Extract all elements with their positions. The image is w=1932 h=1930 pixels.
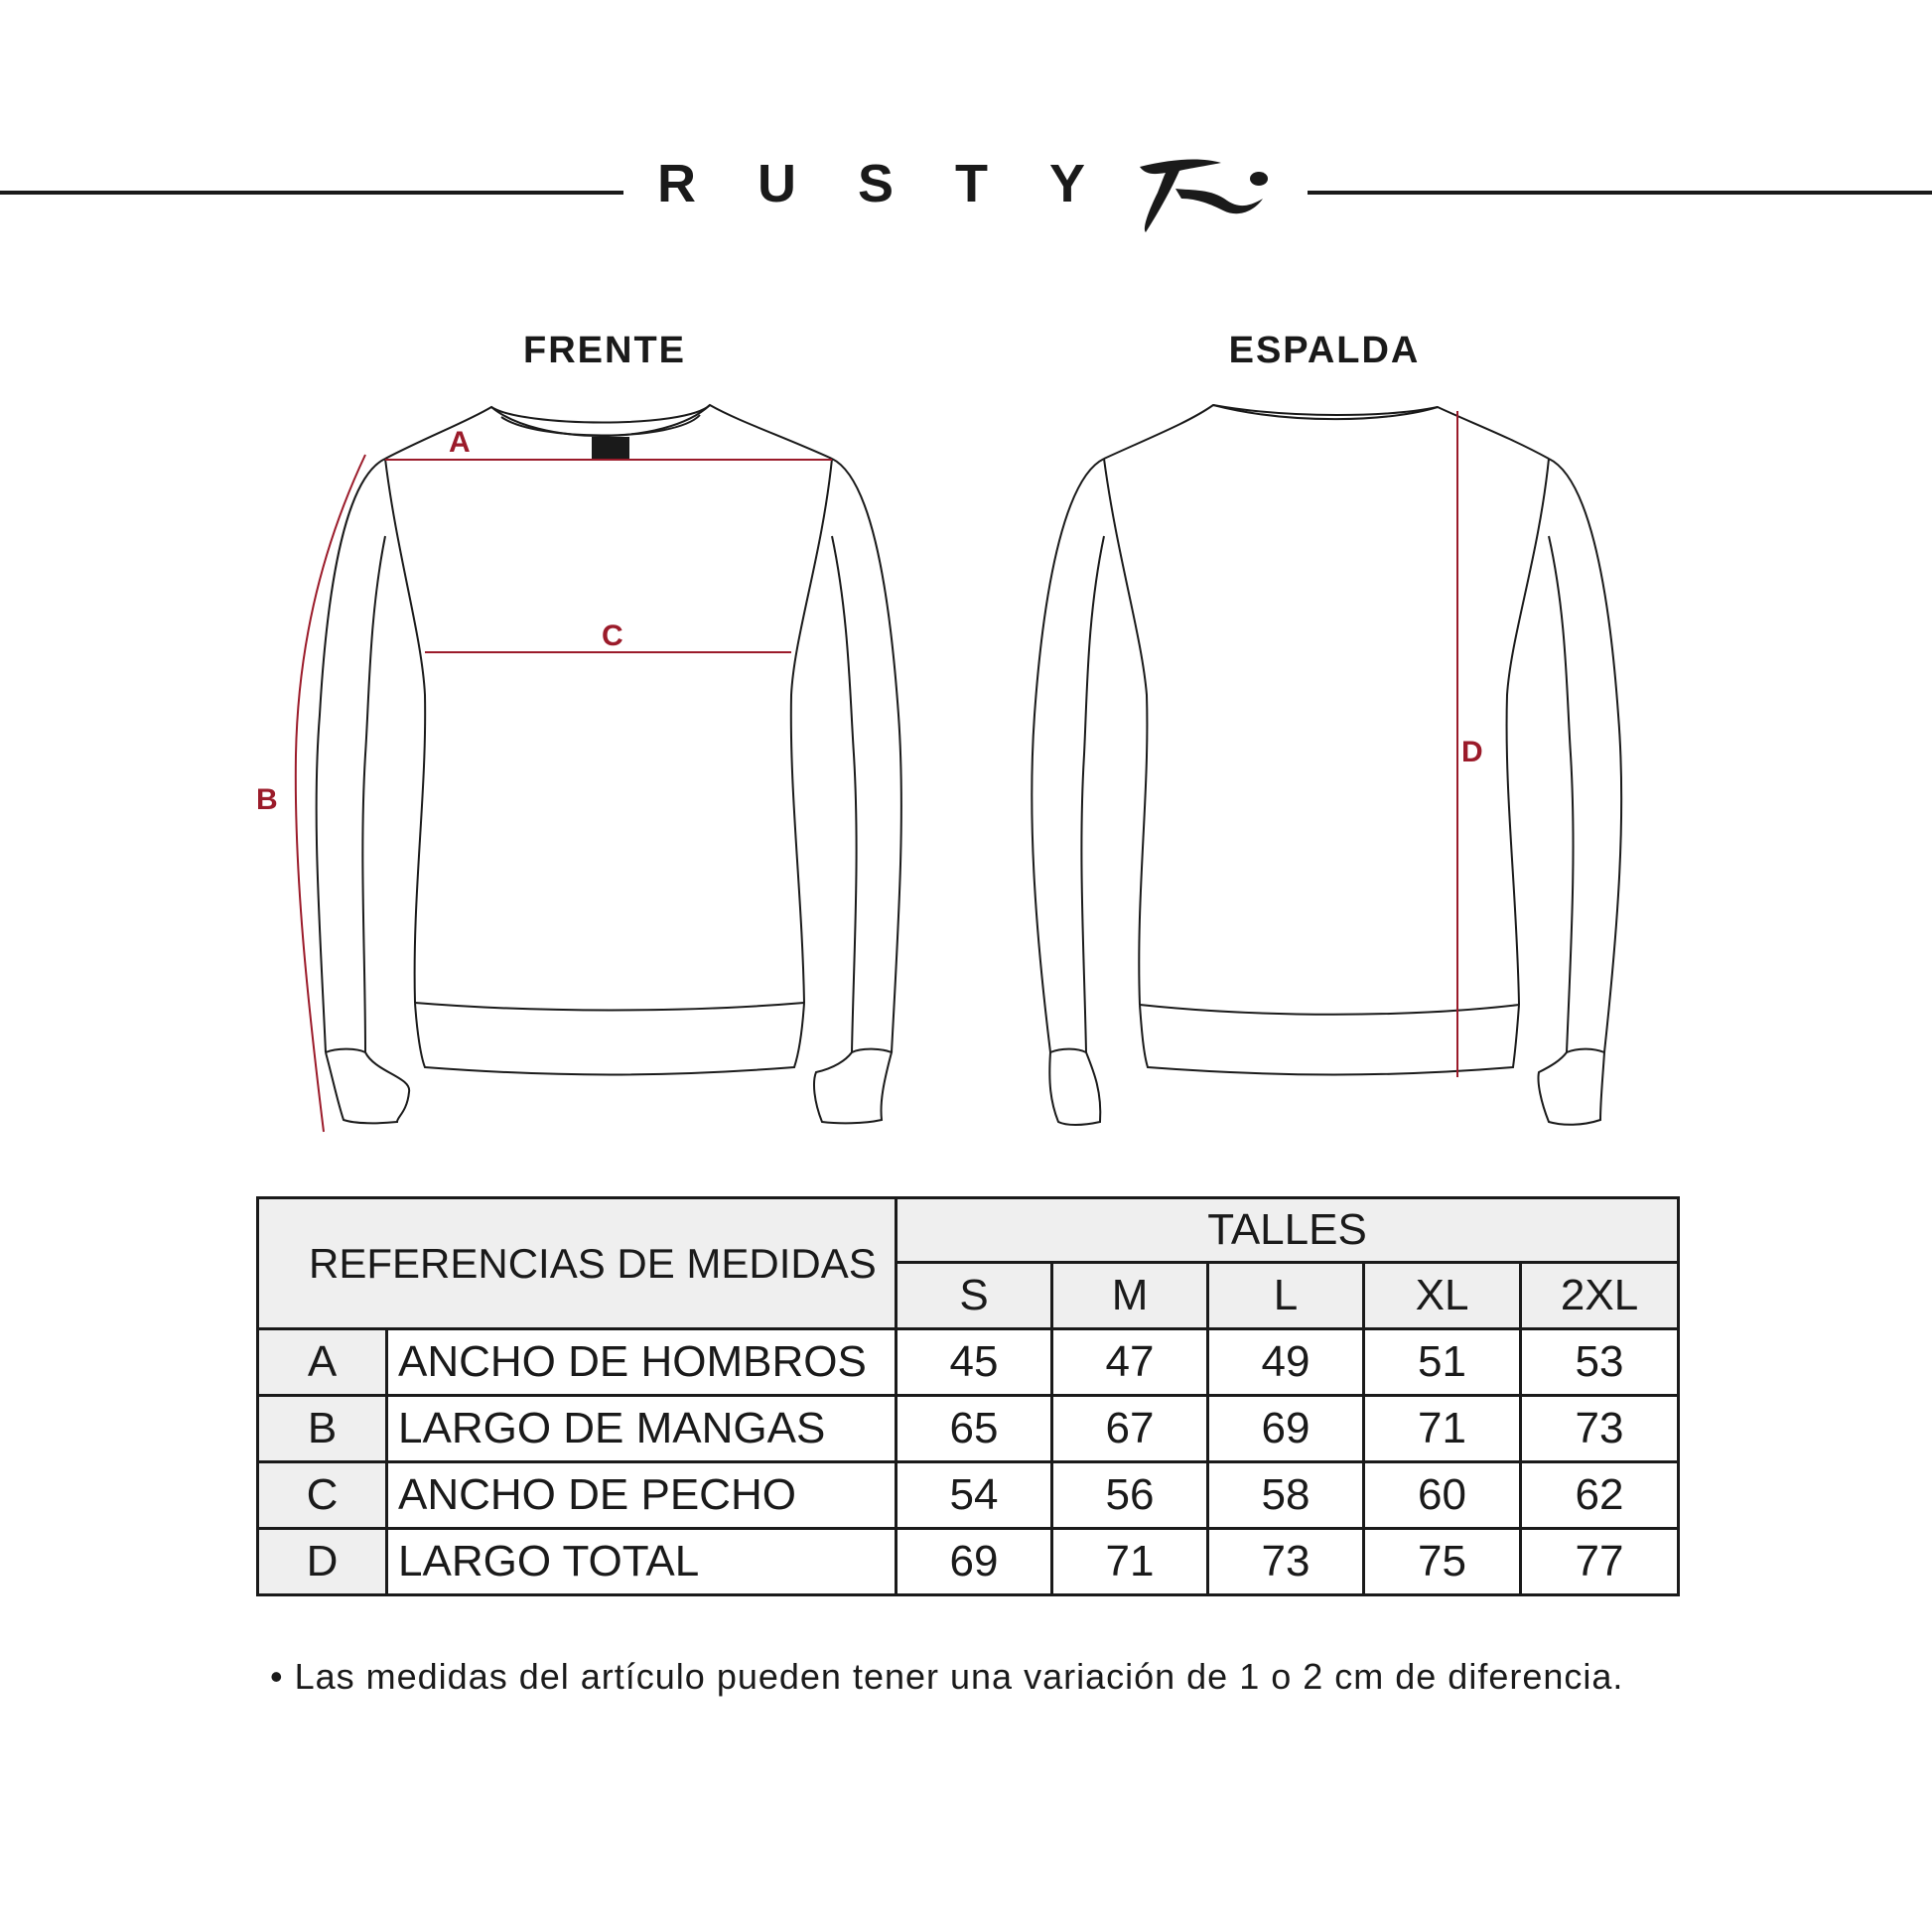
- measure-label-a: A: [449, 426, 471, 459]
- row-value: 58: [1208, 1462, 1364, 1529]
- row-code: C: [258, 1462, 387, 1529]
- row-value: 69: [897, 1529, 1052, 1595]
- table-row: [258, 1396, 1679, 1462]
- front-view-title: FRENTE: [523, 330, 686, 371]
- ref-header: REFERENCIAS DE MEDIDAS: [258, 1198, 897, 1329]
- size-col-header: L: [1208, 1263, 1364, 1329]
- table-row: [258, 1529, 1679, 1595]
- row-value: 69: [1208, 1396, 1364, 1462]
- row-value: 47: [1052, 1329, 1208, 1396]
- size-chart-table: [256, 1196, 1680, 1596]
- row-code: A: [258, 1329, 387, 1396]
- row-value: 73: [1521, 1396, 1679, 1462]
- size-col-header: 2XL: [1521, 1263, 1679, 1329]
- row-value: 73: [1208, 1529, 1364, 1595]
- measure-label-c: C: [602, 620, 623, 652]
- row-value: 60: [1364, 1462, 1521, 1529]
- row-value: 56: [1052, 1462, 1208, 1529]
- measure-label-b: B: [256, 783, 278, 816]
- row-value: 71: [1052, 1529, 1208, 1595]
- measure-line-b: [296, 455, 365, 1132]
- row-code: B: [258, 1396, 387, 1462]
- row-name: LARGO TOTAL: [387, 1529, 897, 1595]
- brand-wordmark: RUSTY: [657, 154, 1148, 213]
- sizes-header: TALLES: [897, 1198, 1679, 1263]
- row-name: ANCHO DE PECHO: [387, 1462, 897, 1529]
- table-row: [258, 1462, 1679, 1529]
- row-value: 49: [1208, 1329, 1364, 1396]
- row-value: 75: [1364, 1529, 1521, 1595]
- row-code: D: [258, 1529, 387, 1595]
- size-col-header: S: [897, 1263, 1052, 1329]
- measure-label-d: D: [1461, 736, 1483, 768]
- footnote: • Las medidas del artículo pueden tener una variación de 1 o 2 cm de diferencia.: [270, 1656, 1624, 1697]
- row-value: 71: [1364, 1396, 1521, 1462]
- row-value: 67: [1052, 1396, 1208, 1462]
- row-value: 77: [1521, 1529, 1679, 1595]
- row-value: 62: [1521, 1462, 1679, 1529]
- front-measure-lines: [296, 455, 832, 1132]
- size-col-header: M: [1052, 1263, 1208, 1329]
- back-view-title: ESPALDA: [1228, 330, 1421, 371]
- row-value: 65: [897, 1396, 1052, 1462]
- row-value: 51: [1364, 1329, 1521, 1396]
- row-value: 54: [897, 1462, 1052, 1529]
- back-sweatshirt: [1032, 405, 1621, 1125]
- row-name: LARGO DE MANGAS: [387, 1396, 897, 1462]
- table-row: [258, 1329, 1679, 1396]
- row-value: 45: [897, 1329, 1052, 1396]
- size-col-header: XL: [1364, 1263, 1521, 1329]
- front-sweatshirt: [317, 405, 901, 1123]
- row-value: 53: [1521, 1329, 1679, 1396]
- row-name: ANCHO DE HOMBROS: [387, 1329, 897, 1396]
